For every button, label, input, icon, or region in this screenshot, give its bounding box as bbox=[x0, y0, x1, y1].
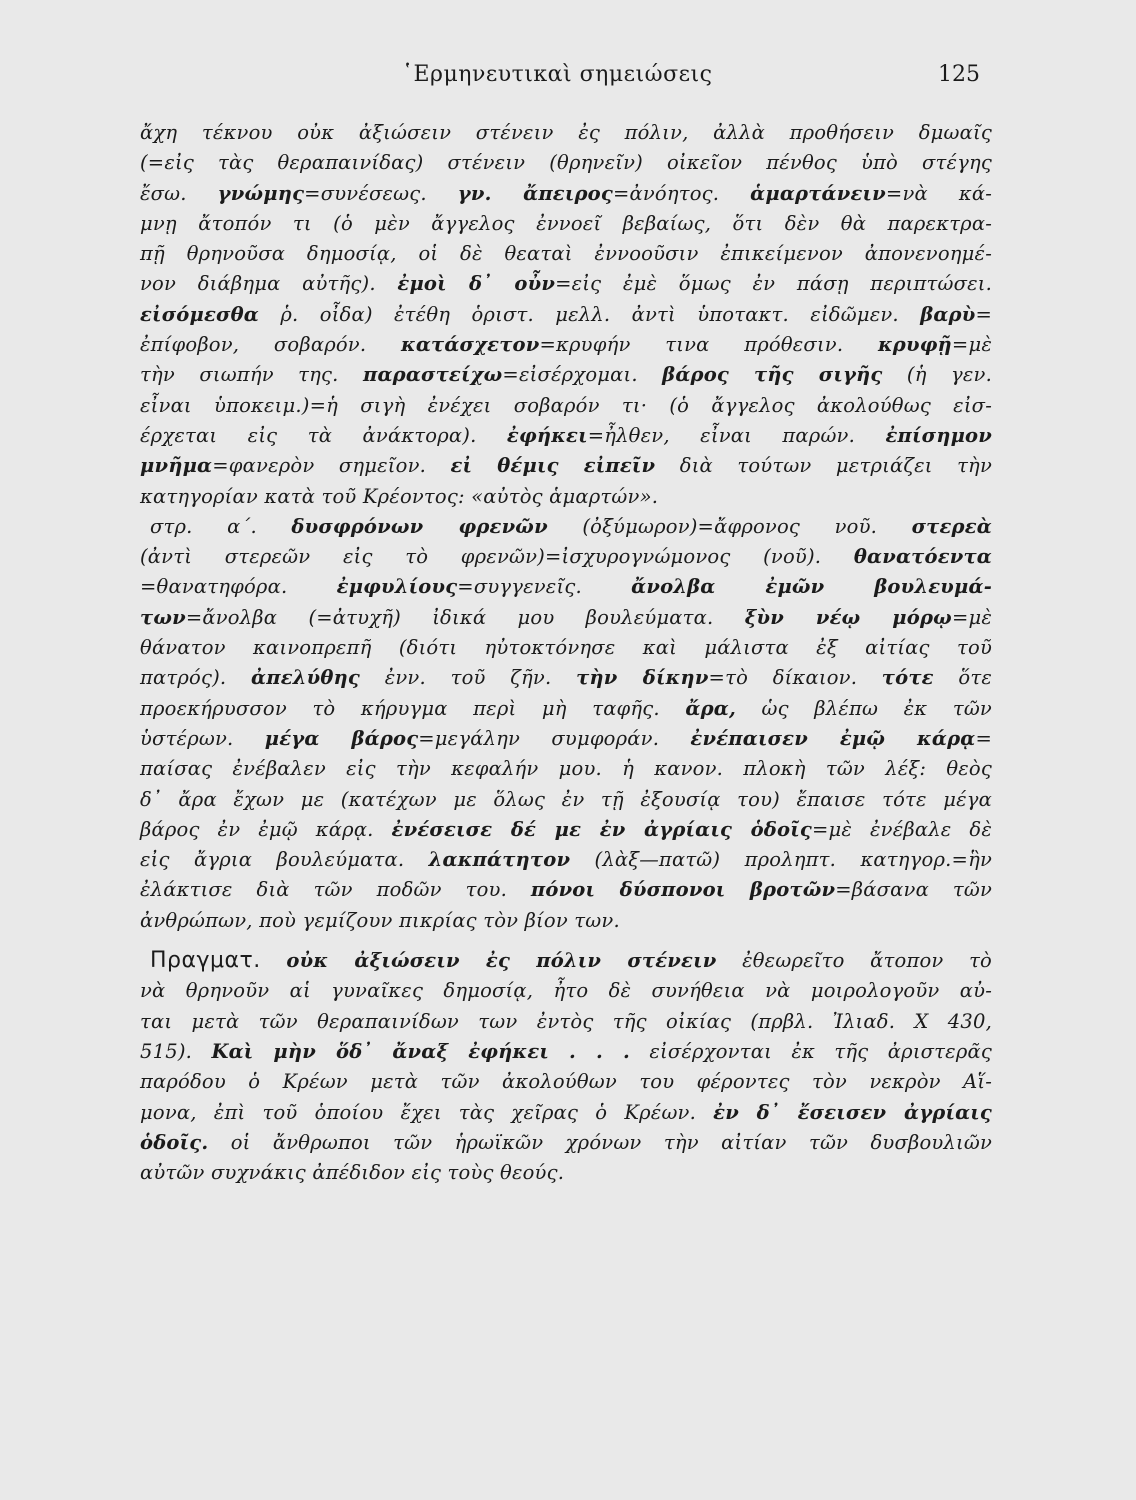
text-line bbox=[140, 1158, 992, 1188]
lemma-term: ἁμαρτάνειν bbox=[750, 181, 886, 205]
text-line bbox=[140, 976, 992, 1006]
gloss-text: παίσας ἐνέβαλεν εἰς τὴν κεφαλήν μου. ἡ κανον. πλοκὴ τῶν λέξ: θεὸς bbox=[140, 757, 992, 781]
gloss-text: ἔσω. bbox=[140, 181, 218, 205]
lemma-term: ἐν δ᾽ ἔσεισεν ἀγρίαις bbox=[713, 1100, 992, 1124]
lemma-term: ἐνέσεισε δέ με ἐν ἀγρίαις ὁδοῖς bbox=[391, 817, 812, 841]
lemma-term: μνῆμα bbox=[140, 454, 213, 478]
text-line bbox=[140, 875, 992, 905]
text-line bbox=[140, 694, 992, 724]
gloss-text: αὐτῶν συχνάκις ἀπέδιδον εἰς τοὺς θεούς. bbox=[140, 1161, 565, 1185]
gloss-text: (ἀντὶ στερεῶν εἰς τὸ φρενῶν)=ἰσχυρογνώμονος (νοῦ). bbox=[140, 545, 854, 569]
lemma-term: ἐφήκει bbox=[506, 423, 588, 447]
text-line bbox=[140, 330, 992, 360]
gloss-text: (=εἰς τὰς θεραπαινίδας) στένειν (θρηνεῖν) οἰκεῖον πένθος ὑπὸ στέγης bbox=[140, 151, 992, 175]
gloss-text: πατρός). bbox=[140, 666, 252, 690]
lemma-term: δυσφρόνων φρενῶν bbox=[291, 514, 548, 538]
text-line bbox=[140, 946, 992, 976]
gloss-text: = bbox=[975, 726, 992, 750]
paragraph-1 bbox=[140, 118, 992, 512]
gloss-text: μονα, ἐπὶ τοῦ ὁποίου ἔχει τὰς χεῖρας ὁ Κρέων. bbox=[140, 1100, 714, 1124]
text-line bbox=[140, 724, 992, 754]
text-line bbox=[140, 542, 992, 572]
text-line bbox=[140, 300, 992, 330]
gloss-text: εἰς ἄγρια βουλεύματα. bbox=[140, 848, 429, 872]
lemma-term: λακπάτητον bbox=[428, 848, 571, 872]
text-line bbox=[140, 179, 992, 209]
gloss-text: =κρυφήν τινα πρόθεσιν. bbox=[539, 333, 878, 357]
gloss-text: μνῃ ἄτοπόν τι (ὁ μὲν ἄγγελος ἐννοεῖ βεβαίως, ὅτι δὲν θὰ παρεκτρα- bbox=[140, 211, 992, 235]
gloss-text: =θανατηφόρα. bbox=[140, 575, 337, 599]
lemma-term: εἰ θέμις εἰπεῖν bbox=[450, 454, 656, 478]
gloss-text: θάνατον καινοπρεπῆ (διότι ηὐτοκτόνησε καὶ μάλιστα ἐξ αἰτίας τοῦ bbox=[140, 636, 992, 660]
gloss-text: διὰ τούτων μετριάζει τὴν bbox=[655, 454, 992, 478]
text-line bbox=[140, 421, 992, 451]
text-line bbox=[140, 1128, 992, 1158]
gloss-text: ἐπίφοβον, σοβαρόν. bbox=[140, 333, 401, 357]
lemma-term: τὴν δίκην bbox=[576, 666, 709, 690]
gloss-text: νον διάβημα αὐτῆς). bbox=[140, 272, 398, 296]
gloss-text: =φανερὸν σημεῖον. bbox=[212, 454, 451, 478]
paragraph-2 bbox=[140, 512, 992, 936]
gloss-text: =νὰ κά- bbox=[885, 181, 992, 205]
gloss-text: =μὲ bbox=[951, 333, 992, 357]
text-line bbox=[140, 1007, 992, 1037]
lemma-term: μέγα βάρος bbox=[264, 726, 419, 750]
lemma-term: των bbox=[140, 605, 186, 629]
text-line bbox=[140, 1037, 992, 1067]
lemma-term: ὁδοῖς. bbox=[140, 1130, 209, 1154]
running-title: ῾Ερμηνευτικαὶ σημειώσεις bbox=[402, 62, 713, 87]
gloss-text: 515). bbox=[140, 1039, 212, 1063]
gloss-text: =τὸ δίκαιον. bbox=[708, 666, 882, 690]
lemma-term: γν. ἄπειρος bbox=[457, 181, 613, 205]
text-line bbox=[140, 603, 992, 633]
gloss-text: οἱ ἄνθρωποι τῶν ἡρωϊκῶν χρόνων τὴν αἰτίαν τῶν δυσβουλιῶν bbox=[208, 1130, 992, 1154]
lemma-term: ἄρα, bbox=[685, 696, 736, 720]
page-number: 125 bbox=[938, 62, 980, 87]
gloss-text: εἰσέρχονται ἐκ τῆς ἀριστερᾶς bbox=[629, 1039, 992, 1063]
gloss-text: έρχεται εἰς τὰ ἀνάκτορα). bbox=[140, 423, 507, 447]
gloss-text: (λὰξ—πατῶ) προληπτ. κατηγορ.=ἣν bbox=[570, 848, 993, 872]
text-line bbox=[140, 1098, 992, 1128]
lemma-term: ἐμοὶ δ᾽ οὖν bbox=[397, 272, 556, 296]
text-line bbox=[140, 754, 992, 784]
gloss-text: εἶναι ὑποκειμ.)=ἡ σιγὴ ἐνέχει σοβαρόν τι· (ὁ ἄγγελος ἀκολούθως εἰσ- bbox=[140, 393, 992, 417]
gloss-text: ὅτε bbox=[933, 666, 992, 690]
lemma-term: ἀπελύθης bbox=[251, 666, 361, 690]
gloss-text: ἐλάκτισε διὰ τῶν ποδῶν του. bbox=[140, 878, 531, 902]
text-line bbox=[140, 451, 992, 481]
gloss-text: δ᾽ ἄρα ἔχων με (κατέχων με ὅλως ἐν τῇ ἐξουσίᾳ του) ἔπαισε τότε μέγα bbox=[140, 787, 992, 811]
text-line bbox=[140, 118, 992, 148]
gloss-text bbox=[261, 949, 287, 972]
lemma-term: ἐμφυλίους bbox=[336, 575, 458, 599]
lemma-term: γνώμης bbox=[217, 181, 305, 205]
text-line bbox=[140, 512, 992, 542]
gloss-text: ἀνθρώπων, ποὺ γεμίζουν πικρίας τὸν βίον των. bbox=[140, 908, 620, 932]
gloss-text: βάρος ἐν ἐμῷ κάρᾳ. bbox=[140, 817, 392, 841]
paragraph-gap bbox=[140, 936, 992, 946]
lemma-term: βαρὺ bbox=[920, 302, 976, 326]
gloss-text: = bbox=[975, 302, 992, 326]
text-line bbox=[140, 815, 992, 845]
gloss-text: =ἦλθεν, εἶναι παρών. bbox=[587, 423, 886, 447]
lemma-term: ἐνέπαισεν ἐμῷ κάρᾳ bbox=[690, 726, 976, 750]
lemma-term: στερεὰ bbox=[911, 514, 992, 538]
gloss-text: νὰ θρηνοῦν αἱ γυναῖκες δημοσίᾳ, ἦτο δὲ συνήθεια νὰ μοιρολογοῦν αὐ- bbox=[140, 979, 992, 1003]
gloss-text: ἐθεωρεῖτο ἄτοπον τὸ bbox=[716, 949, 993, 973]
text-line bbox=[140, 1067, 992, 1097]
text-line bbox=[140, 572, 992, 602]
gloss-text: =ἀνόητος. bbox=[612, 181, 751, 205]
gloss-text: =μὲ bbox=[951, 605, 993, 629]
gloss-text: =εἰς ἐμὲ ὅμως ἐν πάσῃ περιπτώσει. bbox=[555, 272, 993, 296]
gloss-text: =συνέσεως. bbox=[304, 181, 458, 205]
text-line bbox=[140, 148, 992, 178]
text-line bbox=[140, 482, 992, 512]
text-line bbox=[140, 239, 992, 269]
lemma-term: Καὶ μὴν ὅδ᾽ ἄναξ ἐφήκει . . . bbox=[211, 1039, 630, 1063]
text-line bbox=[140, 906, 992, 936]
text-line bbox=[140, 269, 992, 299]
lemma-term: ἐπίσημον bbox=[885, 423, 992, 447]
lemma-term: βάρος τῆς σιγῆς bbox=[662, 363, 883, 387]
text-line bbox=[140, 845, 992, 875]
gloss-text: ὡς βλέπω ἐκ τῶν bbox=[735, 696, 992, 720]
gloss-text: ῥ. οἶδα) ἐτέθη ὁριστ. μελλ. ἀντὶ ὑποτακτ. εἰδῶμεν. bbox=[259, 302, 921, 326]
gloss-text: κατηγορίαν κατὰ τοῦ Κρέοντος: «αὐτὸς ἁμαρτών». bbox=[140, 484, 659, 508]
gloss-text: =συγγενεῖς. bbox=[457, 575, 632, 599]
page-header bbox=[140, 62, 992, 102]
lemma-term: ἄνολβα ἐμῶν βουλευμά- bbox=[631, 575, 993, 599]
text-line bbox=[140, 209, 992, 239]
text-line bbox=[140, 360, 992, 390]
gloss-text: τὴν σιωπήν της. bbox=[140, 363, 363, 387]
text-line bbox=[140, 391, 992, 421]
lemma-term: παραστείχω bbox=[362, 363, 503, 387]
gloss-text: πῇ θρηνοῦσα δημοσίᾳ, οἱ δὲ θεαταὶ ἐννοοῦσιν ἐπικείμενον ἀπονενοημέ- bbox=[140, 242, 992, 266]
lemma-term: ξὺν νέῳ μόρῳ bbox=[744, 605, 952, 629]
gloss-text: ὑστέρων. bbox=[140, 726, 265, 750]
lemma-term: τότε bbox=[881, 666, 934, 690]
gloss-text: (ὀξύμωρον)=ἄφρονος νοῦ. bbox=[547, 514, 912, 538]
text-line bbox=[140, 633, 992, 663]
gloss-text: =εἰσέρχομαι. bbox=[502, 363, 663, 387]
gloss-text: ται μετὰ τῶν θεραπαινίδων των ἐντὸς τῆς οἰκίας (πρβλ. Ἰλιαδ. Χ 430, bbox=[140, 1009, 992, 1033]
paragraph-3 bbox=[140, 946, 992, 1188]
text-line bbox=[140, 663, 992, 693]
commentary-text bbox=[140, 118, 992, 1188]
gloss-text: ἄχη τέκνου οὐκ ἀξιώσειν στένειν ἐς πόλιν, ἀλλὰ προθήσειν δμωαῖς bbox=[140, 121, 992, 144]
gloss-text: (ἡ γεν. bbox=[882, 363, 992, 387]
lemma-term: εἰσόμεσθα bbox=[140, 302, 259, 326]
gloss-text: =μὲ ἐνέβαλε δὲ bbox=[811, 817, 992, 841]
text-line bbox=[140, 785, 992, 815]
gloss-text: ἐνν. τοῦ ζῆν. bbox=[360, 666, 577, 690]
gloss-text: στρ. α΄. bbox=[150, 514, 292, 538]
gloss-text: παρόδου ὁ Κρέων μετὰ τῶν ἀκολούθων του φέροντες τὸν νεκρὸν Αἵ- bbox=[140, 1070, 992, 1094]
lemma-term: πόνοι δύσπονοι βροτῶν bbox=[530, 878, 836, 902]
lemma-term: οὐκ ἀξιώσειν ἐς πόλιν στένειν bbox=[286, 949, 717, 973]
lemma-term: θανατόεντα bbox=[853, 545, 992, 569]
gloss-text: =μεγάλην συμφοράν. bbox=[418, 726, 691, 750]
gloss-text: =ἄνολβα (=ἀτυχῆ) ἰδικά μου βουλεύματα. bbox=[185, 605, 745, 629]
lemma-term: κρυφῇ bbox=[877, 333, 952, 357]
lemma-term: κατάσχετον bbox=[401, 333, 540, 357]
gloss-text: =βάσανα τῶν bbox=[835, 878, 993, 902]
section-label: Πραγματ. bbox=[150, 948, 261, 974]
gloss-text: προεκήρυσσον τὸ κήρυγμα περὶ μὴ ταφῆς. bbox=[140, 696, 686, 720]
